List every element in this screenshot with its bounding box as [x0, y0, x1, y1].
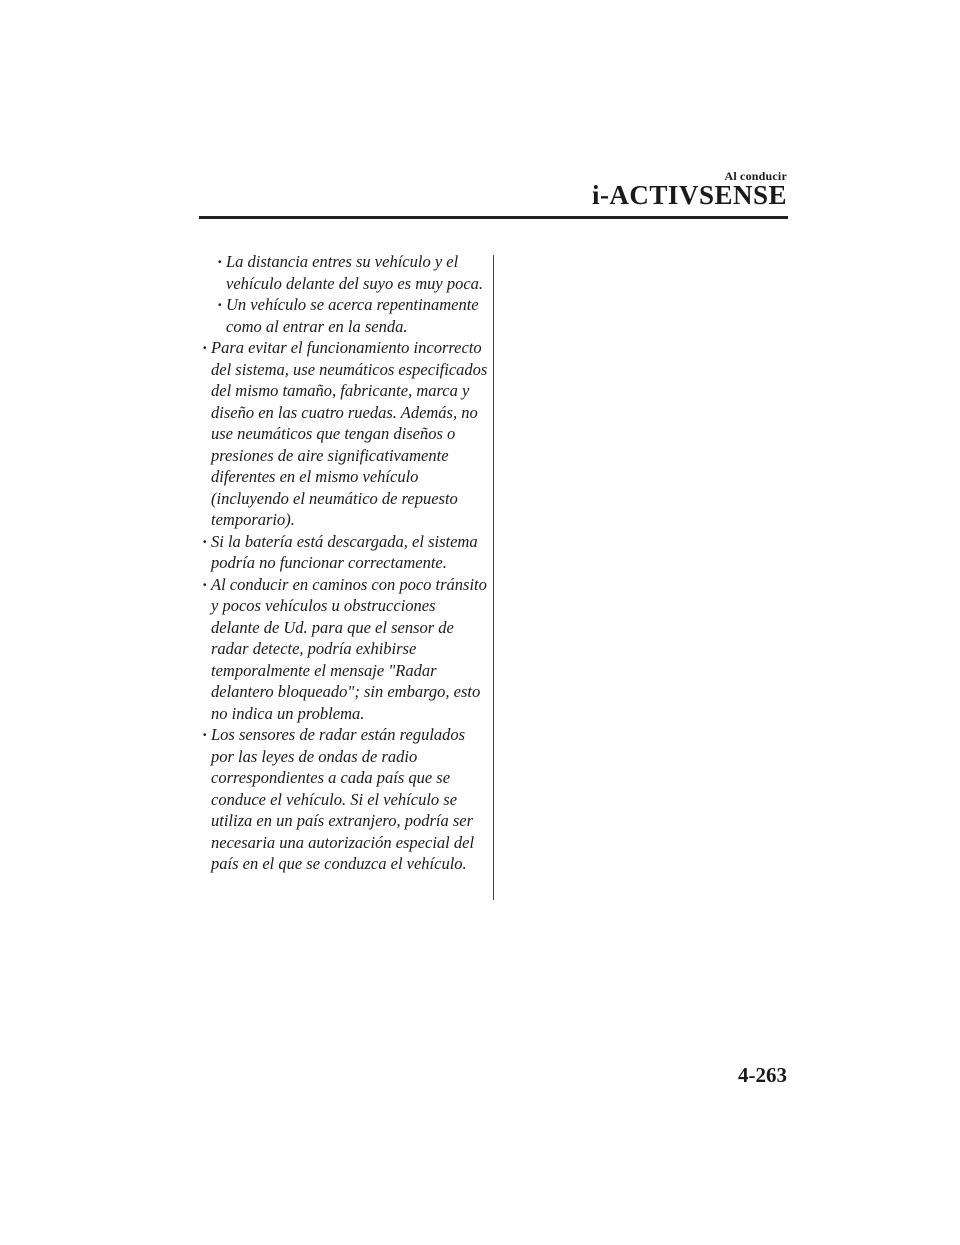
header-rule [199, 216, 788, 219]
sub-bullet-item [202, 294, 488, 337]
sub-bullet-text: La distancia entres su vehículo y el vehículo delante del suyo es muy poca. [226, 252, 484, 293]
bullet-text: Para evitar el funcionamiento incorrecto del sistema, use neumáticos especificados del mismo tamaño, fabricante, marca y diseño en las cuatro ruedas. Además, no use neumáticos que tengan diseños o presiones de aire significativamente diferentes en el mismo vehículo (incluyendo el neumático de repuesto temporario). [211, 338, 488, 529]
bullet-item [202, 574, 488, 725]
bullet-item [202, 531, 488, 574]
bullet-text: Los sensores de radar están regulados por las leyes de ondas de radio correspondientes a cada país que se conduce el vehículo. Si el vehículo se utiliza en un país extranjero, podría ser necesaria una autorización especial del país en el que se conduzca el vehículo. [211, 725, 475, 873]
bullet-dot-icon: · [217, 252, 223, 271]
bullet-dot-icon: · [202, 574, 208, 594]
bullet-dot-icon: · [202, 531, 208, 551]
bullet-dot-icon: · [202, 725, 208, 744]
bullet-text: Al conducir en caminos con poco tránsito y pocos vehículos u obstrucciones delante de Ud. para que el sensor de radar detecte, podría exhibirse temporalmente el mensaje "Radar delantero bloqueado"; sin embargo, esto no indica un problema. [211, 574, 487, 723]
bullet-text: Si la batería está descargada, el sistema podría no funcionar correctamente. [211, 531, 478, 572]
sub-bullet-text: Un vehículo se acerca repentinamente como al entrar en la senda. [226, 295, 479, 336]
page-number: 4-263 [738, 1063, 787, 1087]
text-column [202, 251, 488, 875]
bullet-dot-icon: · [202, 338, 208, 357]
header-section-label: Al conducir [724, 169, 787, 183]
header-title: i-ACTIVSENSE [591, 180, 787, 210]
bullet-dot-icon: · [217, 295, 223, 314]
bullet-item [202, 337, 488, 531]
bullet-item [202, 724, 488, 875]
column-divider [493, 255, 494, 900]
sub-bullet-item [202, 251, 488, 294]
